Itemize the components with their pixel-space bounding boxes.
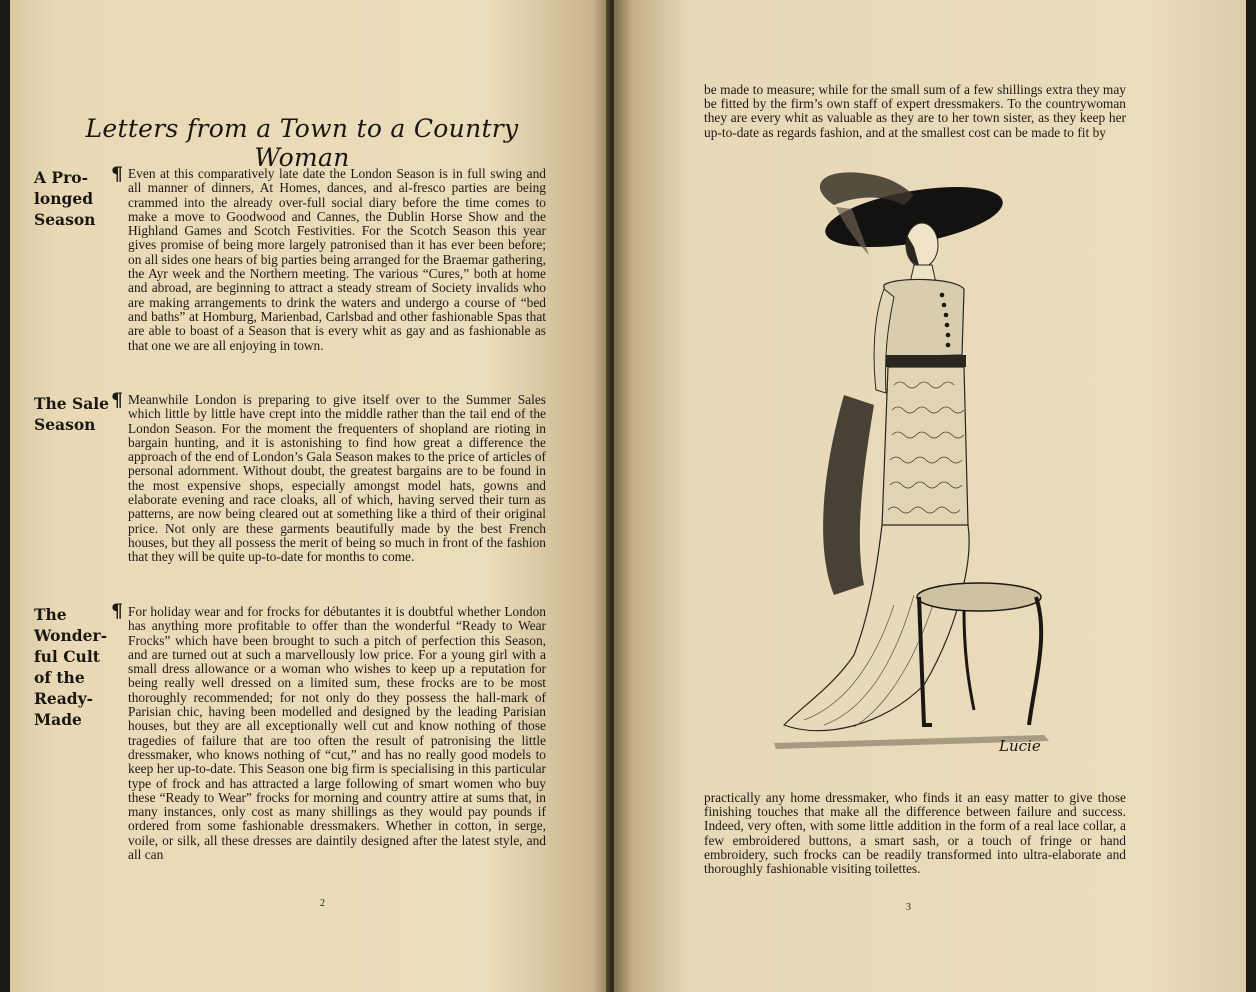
side-heading-line: longed bbox=[34, 189, 94, 208]
side-heading-line: A Pro- bbox=[34, 168, 89, 187]
pilcrow-mark: ¶ bbox=[111, 600, 124, 622]
side-heading-line: ful Cult bbox=[34, 647, 100, 666]
paragraph-sale-season: Meanwhile London is preparing to give itself over to the Summer Sales which little by little have crept into the middle rather than the tail end of the London Season. For the moment the frequenters of shopland are rioting in bargain hunting, and it is astonishing to find how great a difference the approach of the end of London’s Gala Season makes to the price of articles of personal adornment. Without doubt, the greatest bargains are to be found in the most expensive shops, especially amongst model hats, gowns and elaborate evening and race cloaks, all of which, having served their turn as patterns, are now being cleared out at something like a third of their original price. Not only are these garments beautifully made by the best French houses, but they all possess the merit of being so much in front of the fashion that they will be quite up-to-date for months to come. bbox=[128, 392, 546, 565]
side-heading-line: of the bbox=[34, 668, 85, 687]
artist-signature: Lucie bbox=[999, 737, 1041, 755]
side-heading-line: The Sale bbox=[34, 394, 110, 413]
side-heading-line: Season bbox=[34, 210, 96, 229]
pilcrow-mark: ¶ bbox=[111, 163, 124, 185]
side-heading-line: The bbox=[34, 605, 67, 624]
page-number-left: 2 bbox=[320, 898, 325, 909]
side-heading-line: Ready- bbox=[34, 689, 94, 708]
side-heading-ready-made bbox=[34, 604, 107, 730]
paragraph-ready-made: For holiday wear and for frocks for débutantes it is doubtful whether London has anything more profitable to offer than the wonderful “Ready to Wear Frocks” which have been brought to such a pitch of perfection this Season, and are turned out at such a marvellously low price. For a young girl with a small dress allowance or a woman who wishes to keep up a reputation for being really well dressed on a limited sum, these frocks are to be most thoroughly recommended; for not only do they possess the hall-mark of Parisian chic, having been modelled and designed by the leading Parisian houses, but they are all exceptionally well cut and know nothing of those tragedies of failure that are too often the result of patronising the little dressmaker, who knows nothing of “cut,” and has no really good models to keep her up-to-date. This Season one big firm is specialising in this particular type of frock and has attracted a large following of smart women who buy these “Ready to Wear” frocks for morning and country attire at sums that, in many instances, only cost as many shillings as they would pay pounds if ordered from some fashionable dressmakers. Whether in cotton, in serge, voile, or silk, all these dresses are daintily designed after the latest style, and all can bbox=[128, 604, 546, 863]
side-heading-line: Wonder- bbox=[34, 626, 108, 645]
right-page bbox=[614, 0, 1246, 992]
side-heading-line: Made bbox=[34, 710, 82, 729]
pilcrow-mark: ¶ bbox=[111, 389, 124, 411]
paragraph-continued-top: be made to measure; while for the small sum of a few shillings extra they may be fitted by the firm’s own staff of expert dressmakers. To the countrywoman they are every whit as valuable as they are to her town sister, as they keep her up-to-date as regards fashion, and at the smallest cost can be made to fit by bbox=[704, 82, 1126, 140]
paragraph-prolonged-season: Even at this comparatively late date the London Season is in full swing and all manner of dinners, At Homes, dances, and al-fresco parties are being crammed into the already over-full social diary before the time comes to make a move to Goodwood and Cannes, the Dublin Horse Show and the Highland Games and Scotch Festivities. For the Scotch Season this year gives promise of being more largely patronised than it has ever been before; on all sides one hears of big parties being arranged for the Braemar gathering, the Ayr week and the Northern meeting. The various “Cures,” both at home and abroad, are beginning to attract a steady stream of Society invalids who are making arrangements to drink the waters and undergo a course of “bed and baths” at Homburg, Marienbad, Carlsbad and other fashionable Spas that are able to boast of a Season that is every whit as gay and as fashionable as that one we are all enjoying in town. bbox=[128, 166, 546, 353]
side-heading-line: Season bbox=[34, 415, 96, 434]
page-number-right: 3 bbox=[906, 902, 911, 913]
side-heading-prolonged-season bbox=[34, 167, 95, 230]
page-title: Letters from a Town to a Country Woman bbox=[85, 114, 519, 172]
side-heading-sale-season bbox=[34, 393, 109, 435]
paragraph-continued-bottom: practically any home dressmaker, who finds it an easy matter to give those finishing touches that make all the difference between failure and success. Indeed, very often, with some little addition in the form of a real lace collar, a few embroidered buttons, a smart sash, or a touch of fringe or hand embroidery, such frocks can be readily transformed into ultra-elaborate and thoroughly fashionable visiting toilettes. bbox=[704, 790, 1126, 877]
fashion-illustration bbox=[764, 165, 1064, 765]
left-page bbox=[10, 0, 610, 992]
